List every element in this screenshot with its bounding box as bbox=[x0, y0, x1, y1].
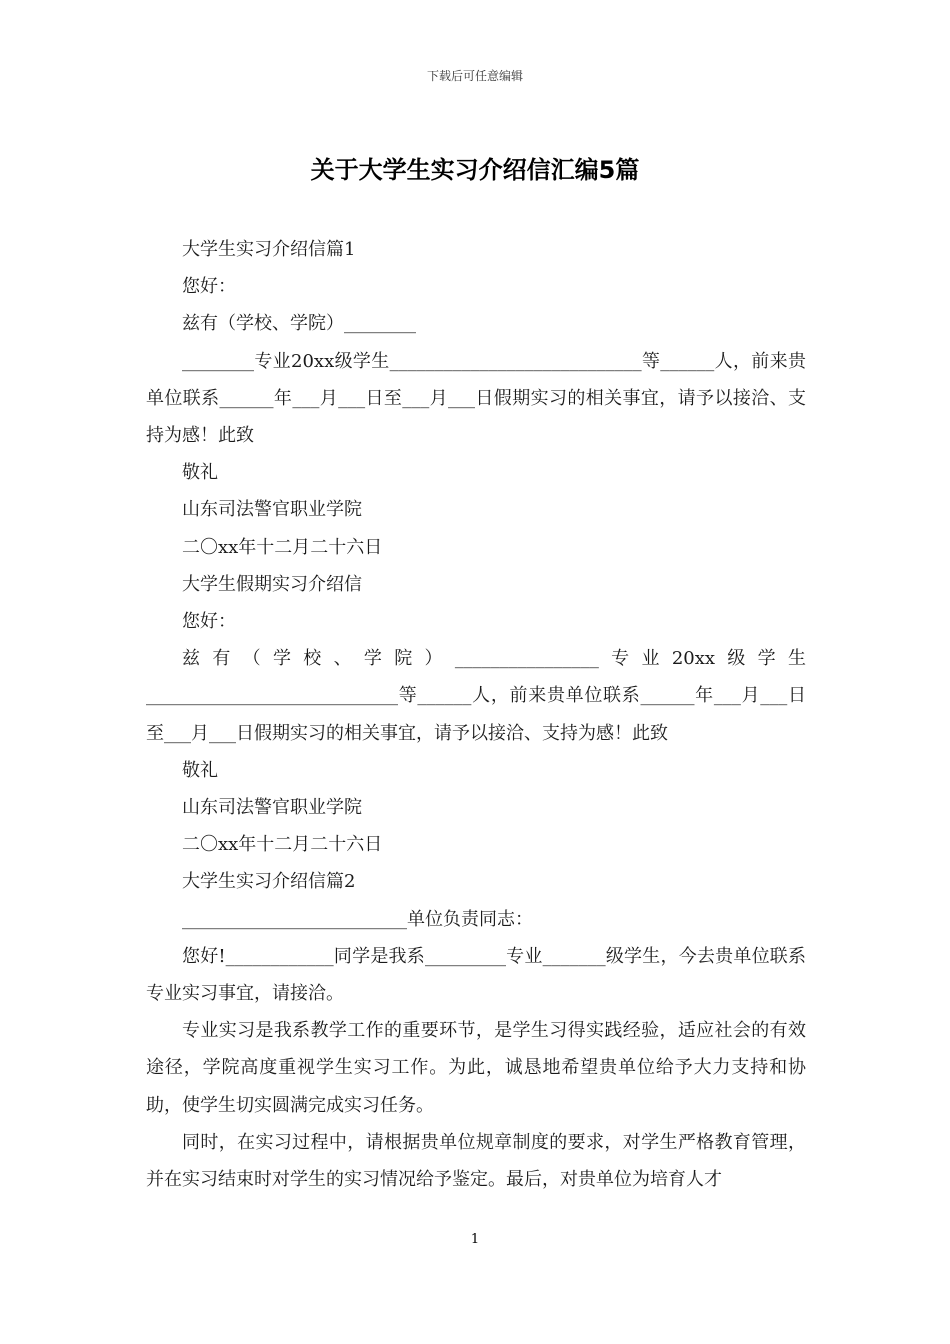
paragraph: 您好： bbox=[182, 276, 236, 298]
paragraph: 兹有（学校、学院）________ bbox=[182, 313, 416, 335]
paragraph: 敬礼 bbox=[182, 462, 218, 484]
document-title: 关于大学生实习介绍信汇编5篇 bbox=[310, 156, 640, 184]
header-note: 下载后可任意编辑 bbox=[426, 69, 523, 83]
paragraph: 同时，在实习过程中，请根据贵单位规章制度的要求，对学生严格教育管理，并在实习结束时对学生的实习情况给予鉴定。最后，对贵单位为培育人才 bbox=[146, 1131, 806, 1191]
paragraph: 二〇xx年十二月二十六日 bbox=[182, 834, 383, 856]
paragraph: ________专业20xx级学生____________________________等______人，前来贵单位联系______年___月___日至___月___日假期实习的相关事宜，请予以接洽、支持为感！此致 bbox=[146, 350, 806, 447]
paragraph: _________________________单位负责同志： bbox=[182, 908, 533, 930]
paragraph: 山东司法警官职业学院 bbox=[182, 499, 362, 521]
paragraph: 二〇xx年十二月二十六日 bbox=[182, 536, 383, 558]
paragraph: 大学生实习介绍信篇1 bbox=[182, 239, 356, 260]
paragraph: 兹有（学校、学院）________________专业20xx级学生____________________________等______人，前来贵单位联系______年___月___日至___月___日假期实习的相关事宜，请予以接洽、支持为感！此致 bbox=[146, 648, 806, 744]
document-body bbox=[146, 231, 806, 1198]
paragraph: 山东司法警官职业学院 bbox=[182, 797, 362, 819]
paragraph: 敬礼 bbox=[182, 759, 218, 781]
paragraph: 专业实习是我系教学工作的重要环节，是学生习得实践经验，适应社会的有效途径，学院高度重视学生实习工作。为此，诚恳地希望贵单位给予大力支持和协助，使学生切实圆满完成实习任务。 bbox=[146, 1020, 806, 1116]
paragraph: 您好!____________同学是我系_________专业_______级学生，今去贵单位联系专业实习事宜，请接洽。 bbox=[146, 945, 806, 1005]
page-number: 1 bbox=[470, 1232, 480, 1247]
paragraph: 大学生假期实习介绍信 bbox=[182, 573, 362, 595]
paragraph: 您好： bbox=[182, 611, 236, 633]
paragraph: 大学生实习介绍信篇2 bbox=[182, 871, 356, 893]
